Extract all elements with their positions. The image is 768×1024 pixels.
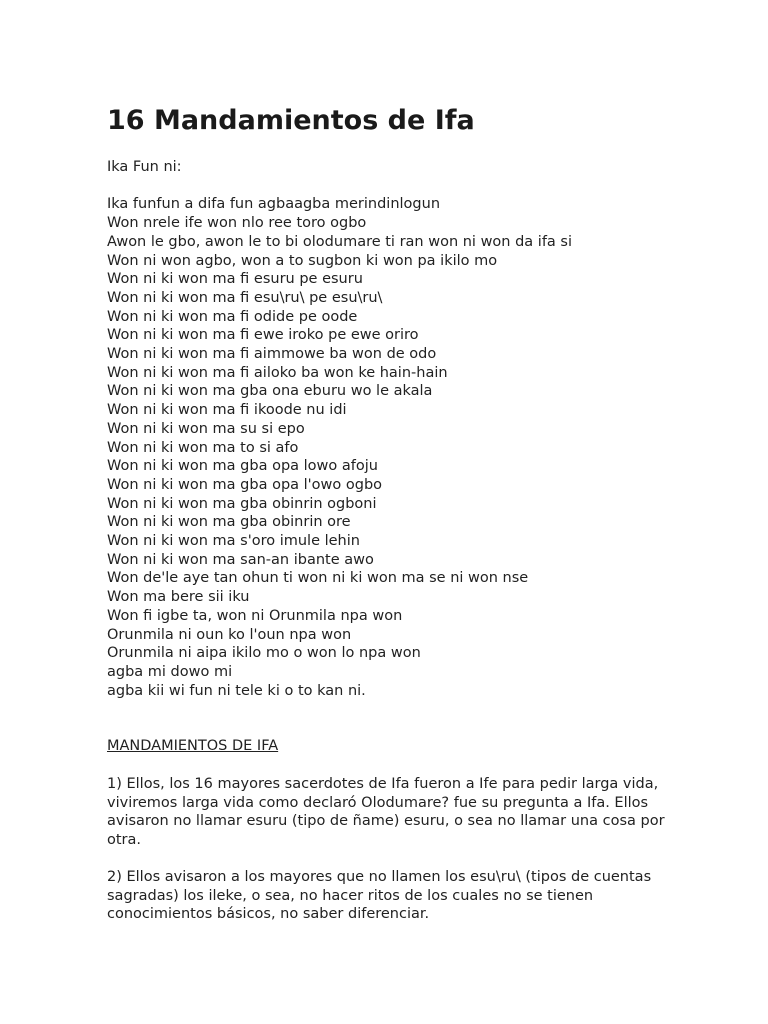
verse-line: Won ni ki won ma fi ewe iroko pe ewe oriro bbox=[107, 327, 419, 344]
verse-line: Won ni ki won ma fi odide pe oode bbox=[107, 308, 358, 325]
document-page bbox=[107, 100, 707, 924]
verse-line: Won ni ki won ma s'oro imule lehin bbox=[107, 533, 360, 550]
verse-block bbox=[107, 195, 707, 700]
verse-line: Won ni ki won ma to si afo bbox=[107, 439, 299, 456]
verse-line: Won ni ki won ma san-an ibante awo bbox=[107, 551, 374, 568]
verse-line: agba kii wi fun ni tele ki o to kan ni. bbox=[107, 682, 366, 699]
verse-line: Won ni ki won ma gba opa lowo afoju bbox=[107, 458, 378, 475]
verse-line: Won ni ki won ma fi esuru pe esuru bbox=[107, 271, 363, 288]
verse-line: Won ni ki won ma fi esu\ru\ pe esu\ru\ bbox=[107, 289, 383, 306]
page-title: 16 Mandamientos de Ifa bbox=[107, 105, 475, 136]
spacer bbox=[107, 177, 707, 196]
verse-line: Won ni won agbo, won a to sugbon ki won pa ikilo mo bbox=[107, 252, 498, 269]
verse-line: Won nrele ife won nlo ree toro ogbo bbox=[107, 215, 367, 232]
verse-line: Ika funfun a difa fun agbaagba merindinlogun bbox=[107, 196, 441, 213]
paragraph-2: 2) Ellos avisaron a los mayores que no llamen los esu\ru\ (tipos de cuentas sagradas) los ileke, o sea, no hacer ritos de los cuales no se tienen conocimientos básicos, no saber diferenciar. bbox=[107, 868, 652, 923]
paragraph-1: 1) Ellos, los 16 mayores sacerdotes de Ifa fueron a Ife para pedir larga vida, viviremos larga vida como declaró Olodumare? fue su pregunta a Ifa. Ellos avisaron no llamar esuru (tipo de ñame) esuru, o sea no llamar una cosa por otra. bbox=[107, 776, 665, 849]
verse-line: Won ni ki won ma gba obinrin ore bbox=[107, 514, 351, 531]
verse-line: Won ni ki won ma fi ikoode nu idi bbox=[107, 402, 347, 419]
intro-label: Ika Fun ni: bbox=[107, 159, 182, 175]
verse-line: Won fi igbe ta, won ni Orunmila npa won bbox=[107, 607, 403, 624]
verse-line: Orunmila ni oun ko l'oun npa won bbox=[107, 626, 352, 643]
verse-line: Won ni ki won ma su si epo bbox=[107, 420, 305, 437]
section-heading: MANDAMIENTOS DE IFA bbox=[107, 738, 279, 755]
verse-line: Won ni ki won ma fi ailoko ba won ke hain-hain bbox=[107, 364, 448, 381]
verse-line: Won ma bere sii iku bbox=[107, 589, 250, 606]
verse-line: Orunmila ni aipa ikilo mo o won lo npa won bbox=[107, 645, 421, 662]
verse-line: Won ni ki won ma gba ona eburu wo le akala bbox=[107, 383, 433, 400]
verse-line: Awon le gbo, awon le to bi olodumare ti ran won ni won da ifa si bbox=[107, 233, 573, 250]
verse-line: agba mi dowo mi bbox=[107, 663, 233, 680]
verse-line: Won ni ki won ma gba opa l'owo ogbo bbox=[107, 476, 383, 493]
verse-line: Won ni ki won ma fi aimmowe ba won de odo bbox=[107, 346, 437, 363]
verse-line: Won de'le aye tan ohun ti won ni ki won ma se ni won nse bbox=[107, 570, 529, 587]
verse-line: Won ni ki won ma gba obinrin ogboni bbox=[107, 495, 377, 512]
